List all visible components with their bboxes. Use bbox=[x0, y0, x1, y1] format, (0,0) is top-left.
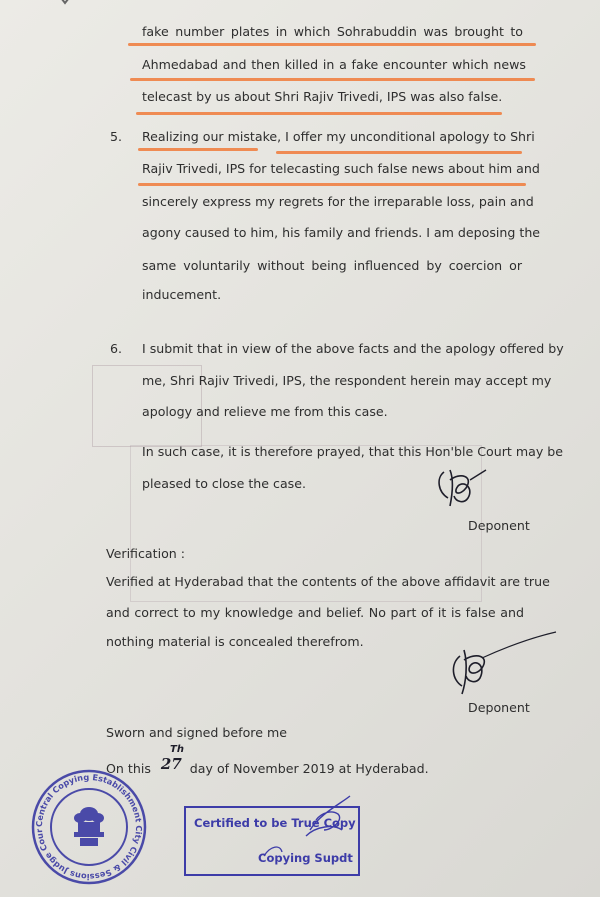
deponent-label: Deponent bbox=[468, 700, 530, 715]
paragraph-line: same voluntarily without being influenced by coercion or bbox=[142, 258, 522, 273]
sworn-line: Sworn and signed before me bbox=[106, 725, 287, 740]
sworn-day: 27 bbox=[160, 755, 182, 773]
deponent-signature bbox=[430, 466, 500, 512]
highlight-stroke bbox=[130, 78, 535, 81]
paragraph-line: inducement. bbox=[142, 287, 222, 302]
prayer-line: pleased to close the case. bbox=[142, 476, 306, 491]
deponent-label: Deponent bbox=[468, 518, 530, 533]
seal-ring-text: Central Copying Establishment City Civil & Sessions Judge Cour bbox=[33, 771, 145, 883]
verification-line: and correct to my knowledge and belief. No part of it is false and bbox=[106, 605, 524, 620]
paragraph-line: me, Shri Rajiv Trivedi, IPS, the respondent herein may accept my bbox=[142, 373, 552, 388]
paragraph-line: sincerely express my regrets for the irreparable loss, pain and bbox=[142, 194, 534, 209]
paragraph-line: Realizing our mistake, I offer my unconditional apology to Shri bbox=[142, 129, 535, 144]
sworn-rest: day of November 2019 at Hyderabad. bbox=[189, 761, 429, 776]
paragraph-number: 5. bbox=[110, 129, 123, 144]
sworn-day-suffix: Th bbox=[170, 744, 184, 755]
sworn-prefix: On this bbox=[106, 761, 151, 776]
paragraph-line: Rajiv Trivedi, IPS for telecasting such false news about him and bbox=[142, 161, 540, 176]
verification-line: Verified at Hyderabad that the contents of the above affidavit are true bbox=[106, 574, 550, 589]
highlight-stroke bbox=[276, 151, 522, 154]
paragraph-line: I submit that in view of the above facts and the apology offered by bbox=[142, 341, 564, 356]
stamp-line: Copying Supdt bbox=[258, 851, 353, 865]
stamp-line: Certified to be True Copy bbox=[194, 816, 356, 830]
court-seal bbox=[30, 768, 148, 886]
highlight-stroke bbox=[128, 43, 536, 46]
continuation-line: Ahmedabad and then killed in a fake encounter which news bbox=[142, 57, 526, 72]
verification-line: nothing material is concealed therefrom. bbox=[106, 634, 364, 649]
highlight-stroke bbox=[138, 183, 526, 186]
paragraph-number: 6. bbox=[110, 341, 123, 356]
prayer-line: In such case, it is therefore prayed, that this Hon'ble Court may be bbox=[142, 444, 564, 459]
highlight-stroke bbox=[136, 112, 502, 115]
deponent-signature bbox=[440, 630, 560, 700]
sworn-date-line bbox=[106, 755, 429, 777]
continuation-line: telecast by us about Shri Rajiv Trivedi, IPS was also false. bbox=[142, 89, 503, 104]
page-corner-mark bbox=[56, 0, 74, 6]
supdt-signature bbox=[250, 790, 360, 870]
paragraph-line: agony caused to him, his family and friends. I am deposing the bbox=[142, 225, 541, 240]
verification-heading: Verification : bbox=[106, 546, 186, 561]
highlight-stroke bbox=[138, 148, 258, 151]
continuation-line: fake number plates in which Sohrabuddin was brought to bbox=[142, 24, 523, 39]
paragraph-line: apology and relieve me from this case. bbox=[142, 404, 388, 419]
